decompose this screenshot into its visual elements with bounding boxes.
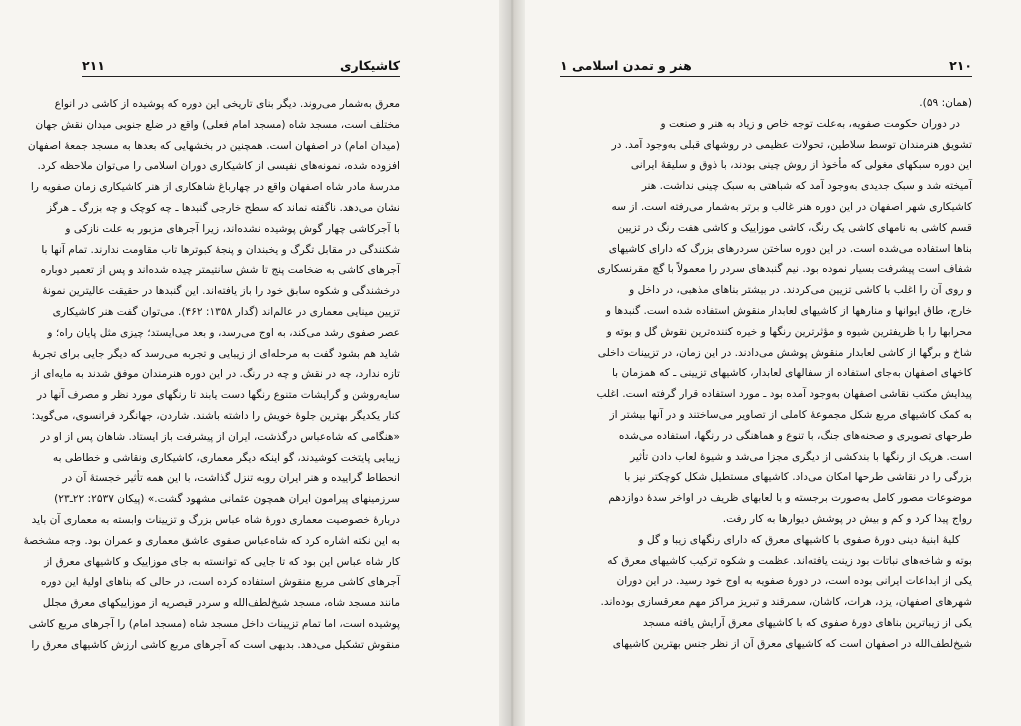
text-line: (میدان امام) در اصفهان است. همچنین در بخشهایی که بعدها به مسجد جمعهٔ اصفهان	[27, 139, 400, 152]
text-line: موضوعات مصور کامل به‌صورت برجسته و با لعابهای ظریف در اواخر سدهٔ دوازدهم	[608, 492, 972, 505]
text-line: تشویق هنرمندان توسط سلاطین، تحولات عظیمی در روشهای قبلی به‌وجود آمد. در	[611, 138, 972, 151]
text-line: دربارهٔ خصوصیت معماری دورهٔ شاه عباس بزرگ و تزیینات وابسته به معماری آن باید	[31, 513, 400, 526]
text-line: شهرهای اصفهان، یزد، هرات، کاشان، سمرقند و تبریز مراکز مهم معرقسازی بوده‌اند.	[600, 596, 972, 609]
text-line: شاخ و برگها از کاشی لعابدار منقوش پوشش می‌دادند. در این زمان، در تزیینات داخلی	[597, 346, 972, 359]
text-line: عصر صفوی رشد می‌کند، به اوج می‌رسد، و بعد می‌ایستد؛ چیزی مثل پایان راه؛ و	[47, 326, 400, 339]
left-page-body	[23, 94, 400, 674]
text-line: آجرهای کاشی مربع منقوش استفاده کرده است، در حالی که بناهای اولیهٔ این دوره	[40, 576, 400, 589]
text-line: طرحهای تصویری و صحنه‌های جنگ، با تنوع و هماهنگی در رنگها، استفاده می‌شده	[618, 429, 972, 442]
right-page	[525, 0, 1021, 726]
text-line: به این نکته اشاره کرد که شاه‌عباس صفوی عاشق معماری و عمران بود. وجه مشخصهٔ	[23, 534, 400, 547]
text-line: به کمک کاشیهای مربع شکل مجموعهٔ کاملی از تصاویر می‌ساختند و در آنها بیشتر از	[609, 408, 972, 421]
text-line: و روی آن را اغلب با کاشی تزیین می‌کردند. در بیشتر بناهای مذهبی، در داخل و	[629, 284, 972, 297]
text-line: (همان: ۵۹).	[919, 97, 972, 109]
text-line: شکنندگی در مقابل تگرگ و یخبندان و پنجهٔ کبوترها تاب مقاومت ندارند. تمام آنها با	[41, 243, 400, 256]
text-line: سایه‌روشن و گرایشات متنوع رنگها دست یابند تا رنگهای مورد نظر و مصرف آنها در	[37, 389, 400, 402]
text-line: قسم کاشی به نامهای کاشی یک رنگ، کاشی موزاییک و کاشی هفت رنگ در تزیین	[617, 221, 972, 234]
text-line: کنار یکدیگر بهترین جلوهٔ خویش را داشته باشند. شاردن، جهانگرد فرانسوی، می‌گوید:	[31, 409, 400, 422]
page-number: ۲۱۰	[949, 58, 972, 73]
text-line: معرق به‌شمار می‌روند. دیگر بنای تاریخی این دوره که پوشیده از کاشی در انواع	[54, 98, 400, 110]
text-line: پوشیده است، اما تمام تزیینات داخل مسجد شاه (مسجد امام) را آجرهای مربع کاشی	[28, 617, 400, 630]
text-line: زیبایی پایتخت کوشیدند، گو اینکه دیگر معماری، کاشیکاری ونقاشی و خطاطی به	[52, 451, 400, 464]
text-line: یکی از ابداعات ایرانی بوده است، در دورهٔ صفویه به اوج خود رسید. در این دوران	[616, 575, 972, 588]
text-line: شفاف است پیشرفت بسیار نموده بود. نیم گنبدهای سردر را معمولاً با گچ مقرنسکاری	[597, 263, 972, 276]
text-line: نشان می‌دهد. ناگفته نماند که سطح خارجی گنبدها ـ چه کوچک و چه بزرگ ـ هرگز	[46, 201, 400, 214]
text-line: است. هریک از رنگها با بندکشی از دیگری مجزا می‌شد و شیوهٔ لعاب دادن تأثیر	[630, 450, 972, 463]
text-line: بوته و شاخه‌های نباتات بود زینت یافته‌اند. عظمت و شکوه ترکیب کاشیهای معرق که	[607, 554, 972, 567]
text-line: «هنگامی که شاه‌عباس درگذشت، ایران از پیشرفت باز ایستاد. شاهان پس از او در	[40, 430, 400, 443]
text-line: درخشندگی و شکوه سابق خود را باز یافته‌اند. این گنبدها در حقیقت عالیترین نمونهٔ	[42, 285, 400, 298]
text-line: مختلف است، مسجد شاه (مسجد امام فعلی) واقع در ضلع جنوبی میدان نقش جهان	[35, 118, 400, 131]
text-line: آجرهای کاشی به ضخامت پنج تا شش سانتیمتر چیده شده‌اند و پس از تعمیر دوباره	[40, 264, 400, 277]
text-line: کاشیکاری شهر اصفهان در این دوره هنر غالب و برتر به‌شمار می‌رفته است. از سه	[611, 200, 972, 213]
running-title: کاشیکاری	[340, 58, 400, 73]
text-line: با آجرکاشی چهار گوش پوشیده نشده‌اند، زیرا آجرهای مزبور به علت نازکی و	[65, 222, 400, 235]
text-line: رواج پیدا کرد و کم و بیش در پوشش دیوارها به کار رفت.	[722, 512, 972, 525]
text-line: سرزمینهای پیرامون ایران همچون عثمانی مشهود گشت.» (پیکان ۲۵۳۷: ۲۲ـ۲۳)	[54, 493, 400, 506]
text-line: کار شاه عباس این بود که تا جایی که توانسته به جای موزاییک و کاشیهای معرق از	[44, 555, 400, 568]
text-line: شاید هم بشود گفت به مرحله‌ای از زیبایی و تجربه می‌رسد که دیگر جایی برای تجربهٔ	[32, 347, 400, 360]
text-line: انحطاط گراییده و هنر ایران روبه تنزل گذاشت، با این همه تأثیر خجستهٔ آن در	[62, 472, 400, 485]
text-line: محرابها را با ظریفترین شیوه و مؤثرترین رنگها و خیره کننده‌ترین نقوش گل و بوته و	[606, 325, 972, 338]
text-line: خارج، طاق ایوانها و منارهها از کاشیهای لعابدار منقوش استفاده شده است. گنبدها و	[605, 304, 972, 317]
right-page-body	[560, 93, 972, 663]
text-line: بزرگی را در نقاشی طرحها امکان می‌داد. کاشیهای مستطیل شکل کوچکتر نیز با	[624, 471, 972, 484]
text-line: یکی از زیباترین بناهای دورهٔ صفوی که با کاشیهای معرق آرایش یافته مسجد	[642, 616, 972, 629]
text-line: مانند مسجد شاه، مسجد شیخ‌لطف‌الله و سردر قیصریه از موزاییکهای معرق مجلل	[42, 597, 400, 610]
text-line: آمیخته شد و سبک جدیدی به‌وجود آمد که شباهتی به سبک چینی نداشت. هنر	[641, 180, 972, 193]
text-line: تازه ندارد، چه در نقش و چه در رنگ. در این دوره هنرمندان موفق شدند به مایه‌ای از	[31, 368, 400, 381]
text-line: پیدایش مکتب نقاشی اصفهان به‌وجود آمده بود ـ مورد استفاده قرار گرفته است. اغلب	[596, 388, 972, 401]
text-line: افزوده شده، نمونه‌های نفیسی از کاشیکاری دوران اسلامی را می‌توان ملاحظه کرد.	[37, 160, 400, 173]
text-line: این دوره سبکهای مغولی که مأخوذ از روش چینی بودند، با ذوق و سلیقهٔ ایرانی	[630, 159, 972, 172]
text-line: منقوش تشکیل می‌دهد. بدیهی است که آجرهای مربع کاشی ارزش کاشیهای معرق را	[31, 638, 400, 651]
text-line: در دوران حکومت صفویه، به‌علت توجه خاص و زیاد به هنر و صنعت و	[660, 117, 960, 130]
text-line: بناها استفاده می‌شده است. در این دوره ساختن سردرهای بزرگ که دارای کاشیهای	[608, 242, 972, 255]
right-page-header	[560, 52, 972, 77]
text-line: تزیین مینایی معماری در عالم‌اند (گدار ۱۳۵۸: ۴۶۲). می‌توان گفت هنر کاشیکاری	[52, 305, 400, 318]
text-line: مدرسهٔ مادر شاه اصفهان واقع در چهارباغ شاهکاری از هنر کاشیکاری زمان صفویه را	[30, 181, 400, 194]
left-page-header	[82, 52, 400, 77]
book-gutter	[499, 0, 525, 726]
text-line: کاخهای اصفهان به‌جای استفاده از سفالهای لعابدار، کاشیهای تزیینی ـ که همزمان با	[611, 367, 972, 380]
page-number: ۲۱۱	[82, 58, 105, 73]
text-line: کلیهٔ ابنیهٔ دینی دورهٔ صفوی با کاشیهای معرق که دارای رنگهای زیبا و گل و	[638, 533, 960, 546]
running-title: هنر و تمدن اسلامی ۱	[560, 58, 692, 73]
left-page	[0, 0, 499, 726]
text-line: شیخ‌لطف‌الله در اصفهان است که کاشیهای معرق آن از نظر جنس بهترین کاشیهای	[612, 637, 972, 650]
